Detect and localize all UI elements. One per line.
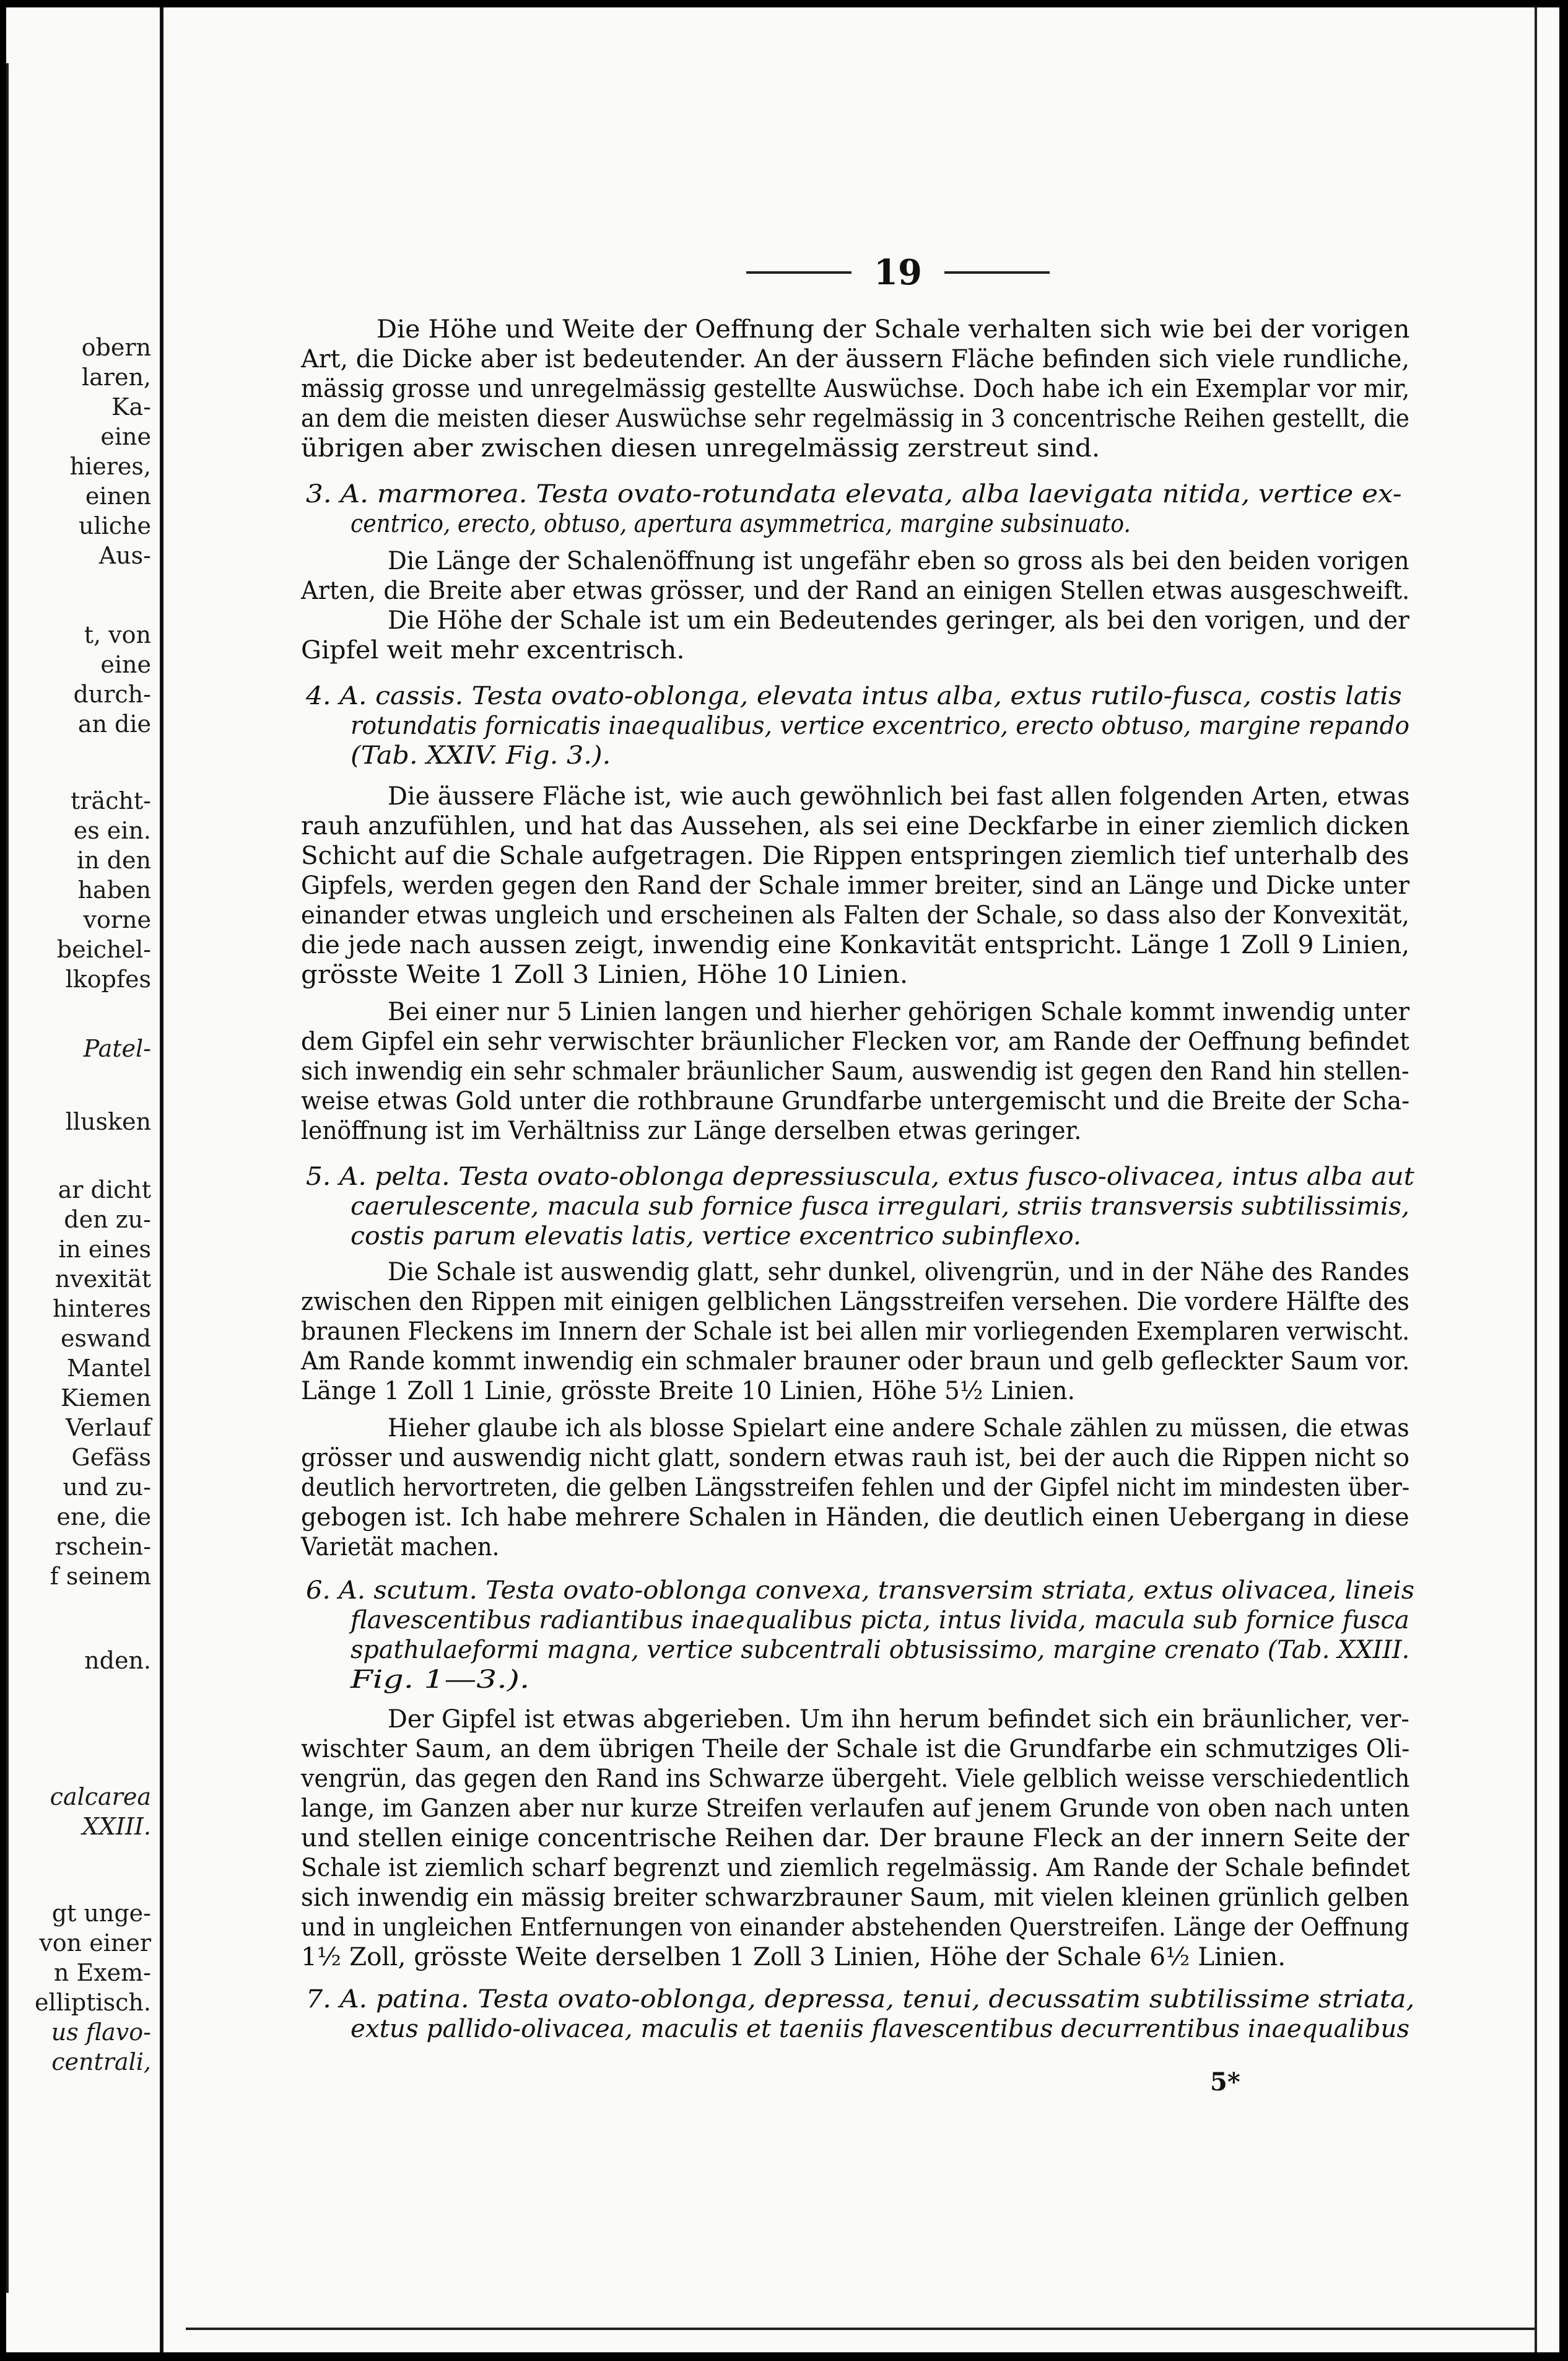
text-line: spathulaeformi magna, vertice subcentrali obtusissimo, margine crenato (Tab. XXIII. (351, 1636, 1410, 1664)
facing-page-strip (6, 7, 181, 2352)
facing-page-fragment: und zu- (63, 1473, 151, 1501)
text-line: gebogen ist. Ich habe mehrere Schalen in Händen, die deutlich einen Uebergang in diese (301, 1503, 1409, 1532)
facing-page-fragment: trächt- (71, 787, 151, 814)
facing-page-fragment: Mantel (67, 1355, 151, 1382)
text-line: 6. A. scutum. Testa ovato-oblonga convexa, transversim striata, extus olivacea, lineis (306, 1576, 1415, 1605)
facing-page-fragment: Patel- (83, 1035, 151, 1062)
facing-page-fragment: Kiemen (60, 1384, 151, 1412)
page-number: 19 (874, 252, 922, 293)
facing-page-fragment: calcarea (50, 1783, 151, 1810)
facing-page-fragment: hieres, (69, 453, 151, 480)
facing-page-fragment: elliptisch. (34, 1989, 151, 2016)
text-line: Art, die Dicke aber ist bedeutender. An der äussern Fläche befinden sich viele rundliche, (301, 345, 1410, 373)
facing-page-fragment: gt unge- (51, 1900, 151, 1927)
text-line: Gipfel weit mehr excentrisch. (301, 636, 685, 665)
facing-page-edge (6, 63, 9, 2293)
facing-page-fragment: laren, (81, 364, 151, 391)
facing-page-fragment: haben (77, 876, 151, 904)
text-line: centrico, erecto, obtuso, apertura asymmetrica, margine subsinuato. (351, 510, 1131, 538)
text-line: die jede nach aussen zeigt, inwendig eine Konkavität entspricht. Länge 1 Zoll 9 Linien, (301, 931, 1410, 959)
text-line: Bei einer nur 5 Linien langen und hierher gehörigen Schale kommt inwendig unter (388, 998, 1410, 1026)
facing-page-fragment: es ein. (73, 817, 151, 844)
facing-page-fragment: vorne (83, 906, 151, 933)
text-line: 1½ Zoll, grösste Weite derselben 1 Zoll 3 Linien, Höhe der Schale 6½ Linien. (301, 1943, 1286, 1971)
facing-page-fragment: t, von (84, 621, 151, 648)
text-line: weise etwas Gold unter die rothbraune Grundfarbe untergemischt und die Breite der Scha- (301, 1087, 1410, 1115)
text-line: Schicht auf die Schale aufgetragen. Die Rippen entspringen ziemlich tief unterhalb des (301, 842, 1409, 870)
facing-page-fragment: llusken (65, 1108, 151, 1135)
page-header (625, 254, 1170, 291)
facing-page-fragment: obern (81, 334, 151, 361)
text-line: deutlich hervortreten, die gelben Längsstreifen fehlen und der Gipfel nicht im mindesten über- (301, 1473, 1410, 1502)
text-line: an dem die meisten dieser Auswüchse sehr regelmässig in 3 concentrische Reihen gestellt, die (301, 404, 1409, 433)
text-line: Die äussere Fläche ist, wie auch gewöhnlich bei fast allen folgenden Arten, etwas (388, 782, 1410, 811)
text-line: 4. A. cassis. Testa ovato-oblonga, elevata intus alba, extus rutilo-fusca, costis latis (306, 682, 1402, 710)
text-line: und in ungleichen Entfernungen von einander abstehenden Querstreifen. Länge der Oeffnung (301, 1913, 1409, 1942)
facing-page-fragment: eine (100, 423, 151, 450)
text-line: 5. A. pelta. Testa ovato-oblonga depressiuscula, extus fusco-olivacea, intus alba aut (306, 1163, 1414, 1191)
header-rule-right (944, 271, 1050, 274)
text-line: flavescentibus radiantibus inaequalibus picta, intus livida, macula sub fornice fusca (351, 1606, 1409, 1634)
signature-mark: 5* (1210, 2067, 1240, 2097)
text-line: extus pallido-olivacea, maculis et taeniis flavescentibus decurrentibus inaequalibus (351, 2015, 1410, 2043)
text-line: und stellen einige concentrische Reihen dar. Der braune Fleck an der innern Seite der (301, 1824, 1409, 1853)
facing-page-fragment: an die (77, 710, 151, 738)
page-gutter (160, 7, 163, 2352)
text-line: Schale ist ziemlich scharf begrenzt und ziemlich regelmässig. Am Rande der Schale befindet (301, 1854, 1410, 1882)
text-line: Der Gipfel ist etwas abgerieben. Um ihn herum befindet sich ein bräunlicher, ver- (388, 1705, 1409, 1734)
text-line: sich inwendig ein mässig breiter schwarzbrauner Saum, mit vielen kleinen grünlich gelben (301, 1883, 1409, 1912)
facing-page-fragment: hinteres (52, 1295, 151, 1322)
facing-page-fragment: rschein- (54, 1533, 151, 1560)
facing-page-fragment: eine (100, 651, 151, 678)
text-line: vengrün, das gegen den Rand ins Schwarze übergeht. Viele gelblich weisse verschiedentlich (301, 1765, 1410, 1793)
text-line: grösser und auswendig nicht glatt, sondern etwas rauh ist, bei der auch die Rippen nicht so (301, 1444, 1409, 1472)
facing-page-fragment: Verlauf (66, 1414, 151, 1441)
facing-page-fragment: f seinem (50, 1563, 151, 1590)
text-line: (Tab. XXIV. Fig. 3.). (351, 741, 611, 770)
text-line: sich inwendig ein sehr schmaler bräunlicher Saum, auswendig ist gegen den Rand hin stellen- (301, 1057, 1409, 1086)
facing-page-fragment: ar dicht (58, 1176, 151, 1203)
facing-page-fragment: uliche (78, 512, 151, 539)
text-line: Varietät machen. (301, 1533, 500, 1561)
text-line: lange, im Ganzen aber nur kurze Streifen verlaufen auf jenem Grunde von oben nach unten (301, 1794, 1410, 1823)
text-line: mässig grosse und unregelmässig gestellte Auswüchse. Doch habe ich ein Exemplar vor mir, (301, 375, 1410, 403)
text-line: Die Schale ist auswendig glatt, sehr dunkel, olivengrün, und in der Nähe des Randes (388, 1258, 1409, 1286)
text-line: wischter Saum, an dem übrigen Theile der Schale ist die Grundfarbe ein schmutziges Oli- (301, 1735, 1410, 1763)
facing-page-fragment: nden. (84, 1647, 151, 1674)
facing-page-fragment: von einer (39, 1929, 151, 1957)
header-rule-left (746, 271, 852, 274)
text-line: rauh anzufühlen, und hat das Aussehen, als sei eine Deckfarbe in einer ziemlich dicken (301, 812, 1410, 840)
facing-page-fragment: Ka- (111, 393, 151, 421)
text-line: Hieher glaube ich als blosse Spielart eine andere Schale zählen zu müssen, die etwas (388, 1414, 1409, 1442)
facing-page-fragment: durch- (73, 681, 151, 708)
facing-page-fragment: beichel- (56, 936, 151, 963)
text-line: braunen Fleckens im Innern der Schale ist bei allen mir vorliegenden Exemplaren verwischt. (301, 1317, 1410, 1346)
page-bottom-edge (186, 2328, 1536, 2330)
facing-page-fragment: Gefäss (71, 1444, 151, 1471)
scanned-book-page (6, 7, 1559, 2352)
facing-page-fragment: us flavo- (51, 2018, 151, 2046)
facing-page-fragment: Aus- (98, 542, 151, 569)
text-line: übrigen aber zwischen diesen unregelmässig zerstreut sind. (301, 434, 1100, 463)
facing-page-fragment: nvexität (54, 1265, 151, 1293)
text-line: Arten, die Breite aber etwas grösser, und der Rand an einigen Stellen etwas ausgeschweift. (301, 577, 1410, 605)
text-line: einander etwas ungleich und erscheinen als Falten der Schale, so dass also der Konvexität, (301, 901, 1409, 930)
text-line: caerulescente, macula sub fornice fusca irregulari, striis transversis subtilissimis, (351, 1192, 1410, 1221)
text-line: Die Höhe der Schale ist um ein Bedeutendes geringer, als bei den vorigen, und der (388, 606, 1409, 635)
page-right-edge (1535, 7, 1537, 2352)
text-line: 7. A. patina. Testa ovato-oblonga, depressa, tenui, decussatim subtilissime striata, (306, 1985, 1415, 2014)
text-line: Die Höhe und Weite der Oeffnung der Schale verhalten sich wie bei der vorigen (377, 315, 1410, 344)
facing-page-fragment: einen (85, 482, 151, 510)
facing-page-fragment: centrali, (51, 2048, 151, 2075)
text-line: Fig. 1—3.). (351, 1665, 530, 1694)
text-line: costis parum elevatis latis, vertice excentrico subinflexo. (351, 1222, 1082, 1250)
facing-page-fragment: in den (77, 847, 151, 874)
text-line: grösste Weite 1 Zoll 3 Linien, Höhe 10 Linien. (301, 961, 908, 989)
text-line: 3. A. marmorea. Testa ovato-rotundata elevata, alba laevigata nitida, vertice ex- (306, 480, 1402, 508)
facing-page-fragment: in eines (58, 1236, 151, 1263)
text-line: lenöffnung ist im Verhältniss zur Länge derselben etwas geringer. (301, 1117, 1082, 1145)
text-line: dem Gipfel ein sehr verwischter bräunlicher Flecken vor, am Rande der Oeffnung befindet (301, 1028, 1409, 1056)
text-line: Die Länge der Schalenöffnung ist ungefähr eben so gross als bei den beiden vorigen (388, 547, 1409, 575)
text-line: Gipfels, werden gegen den Rand der Schale immer breiter, sind an Länge und Dicke unter (301, 871, 1410, 900)
text-line: Am Rande kommt inwendig ein schmaler brauner oder braun und gelb gefleckter Saum vor. (301, 1347, 1410, 1376)
facing-page-fragment: ene, die (56, 1503, 151, 1530)
facing-page-fragment: XXIII. (82, 1813, 151, 1840)
text-line: rotundatis fornicatis inaequalibus, vertice excentrico, erecto obtuso, margine repando (351, 712, 1410, 740)
facing-page-fragment: lkopfes (65, 966, 151, 993)
facing-page-fragment: den zu- (64, 1206, 151, 1233)
text-line: zwischen den Rippen mit einigen gelblichen Längsstreifen versehen. Die vordere Hälfte des (301, 1288, 1409, 1316)
facing-page-fragment: n Exem- (53, 1959, 151, 1986)
facing-page-fragment: eswand (61, 1325, 151, 1352)
text-line: Länge 1 Zoll 1 Linie, grösste Breite 10 Linien, Höhe 5½ Linien. (301, 1377, 1075, 1405)
